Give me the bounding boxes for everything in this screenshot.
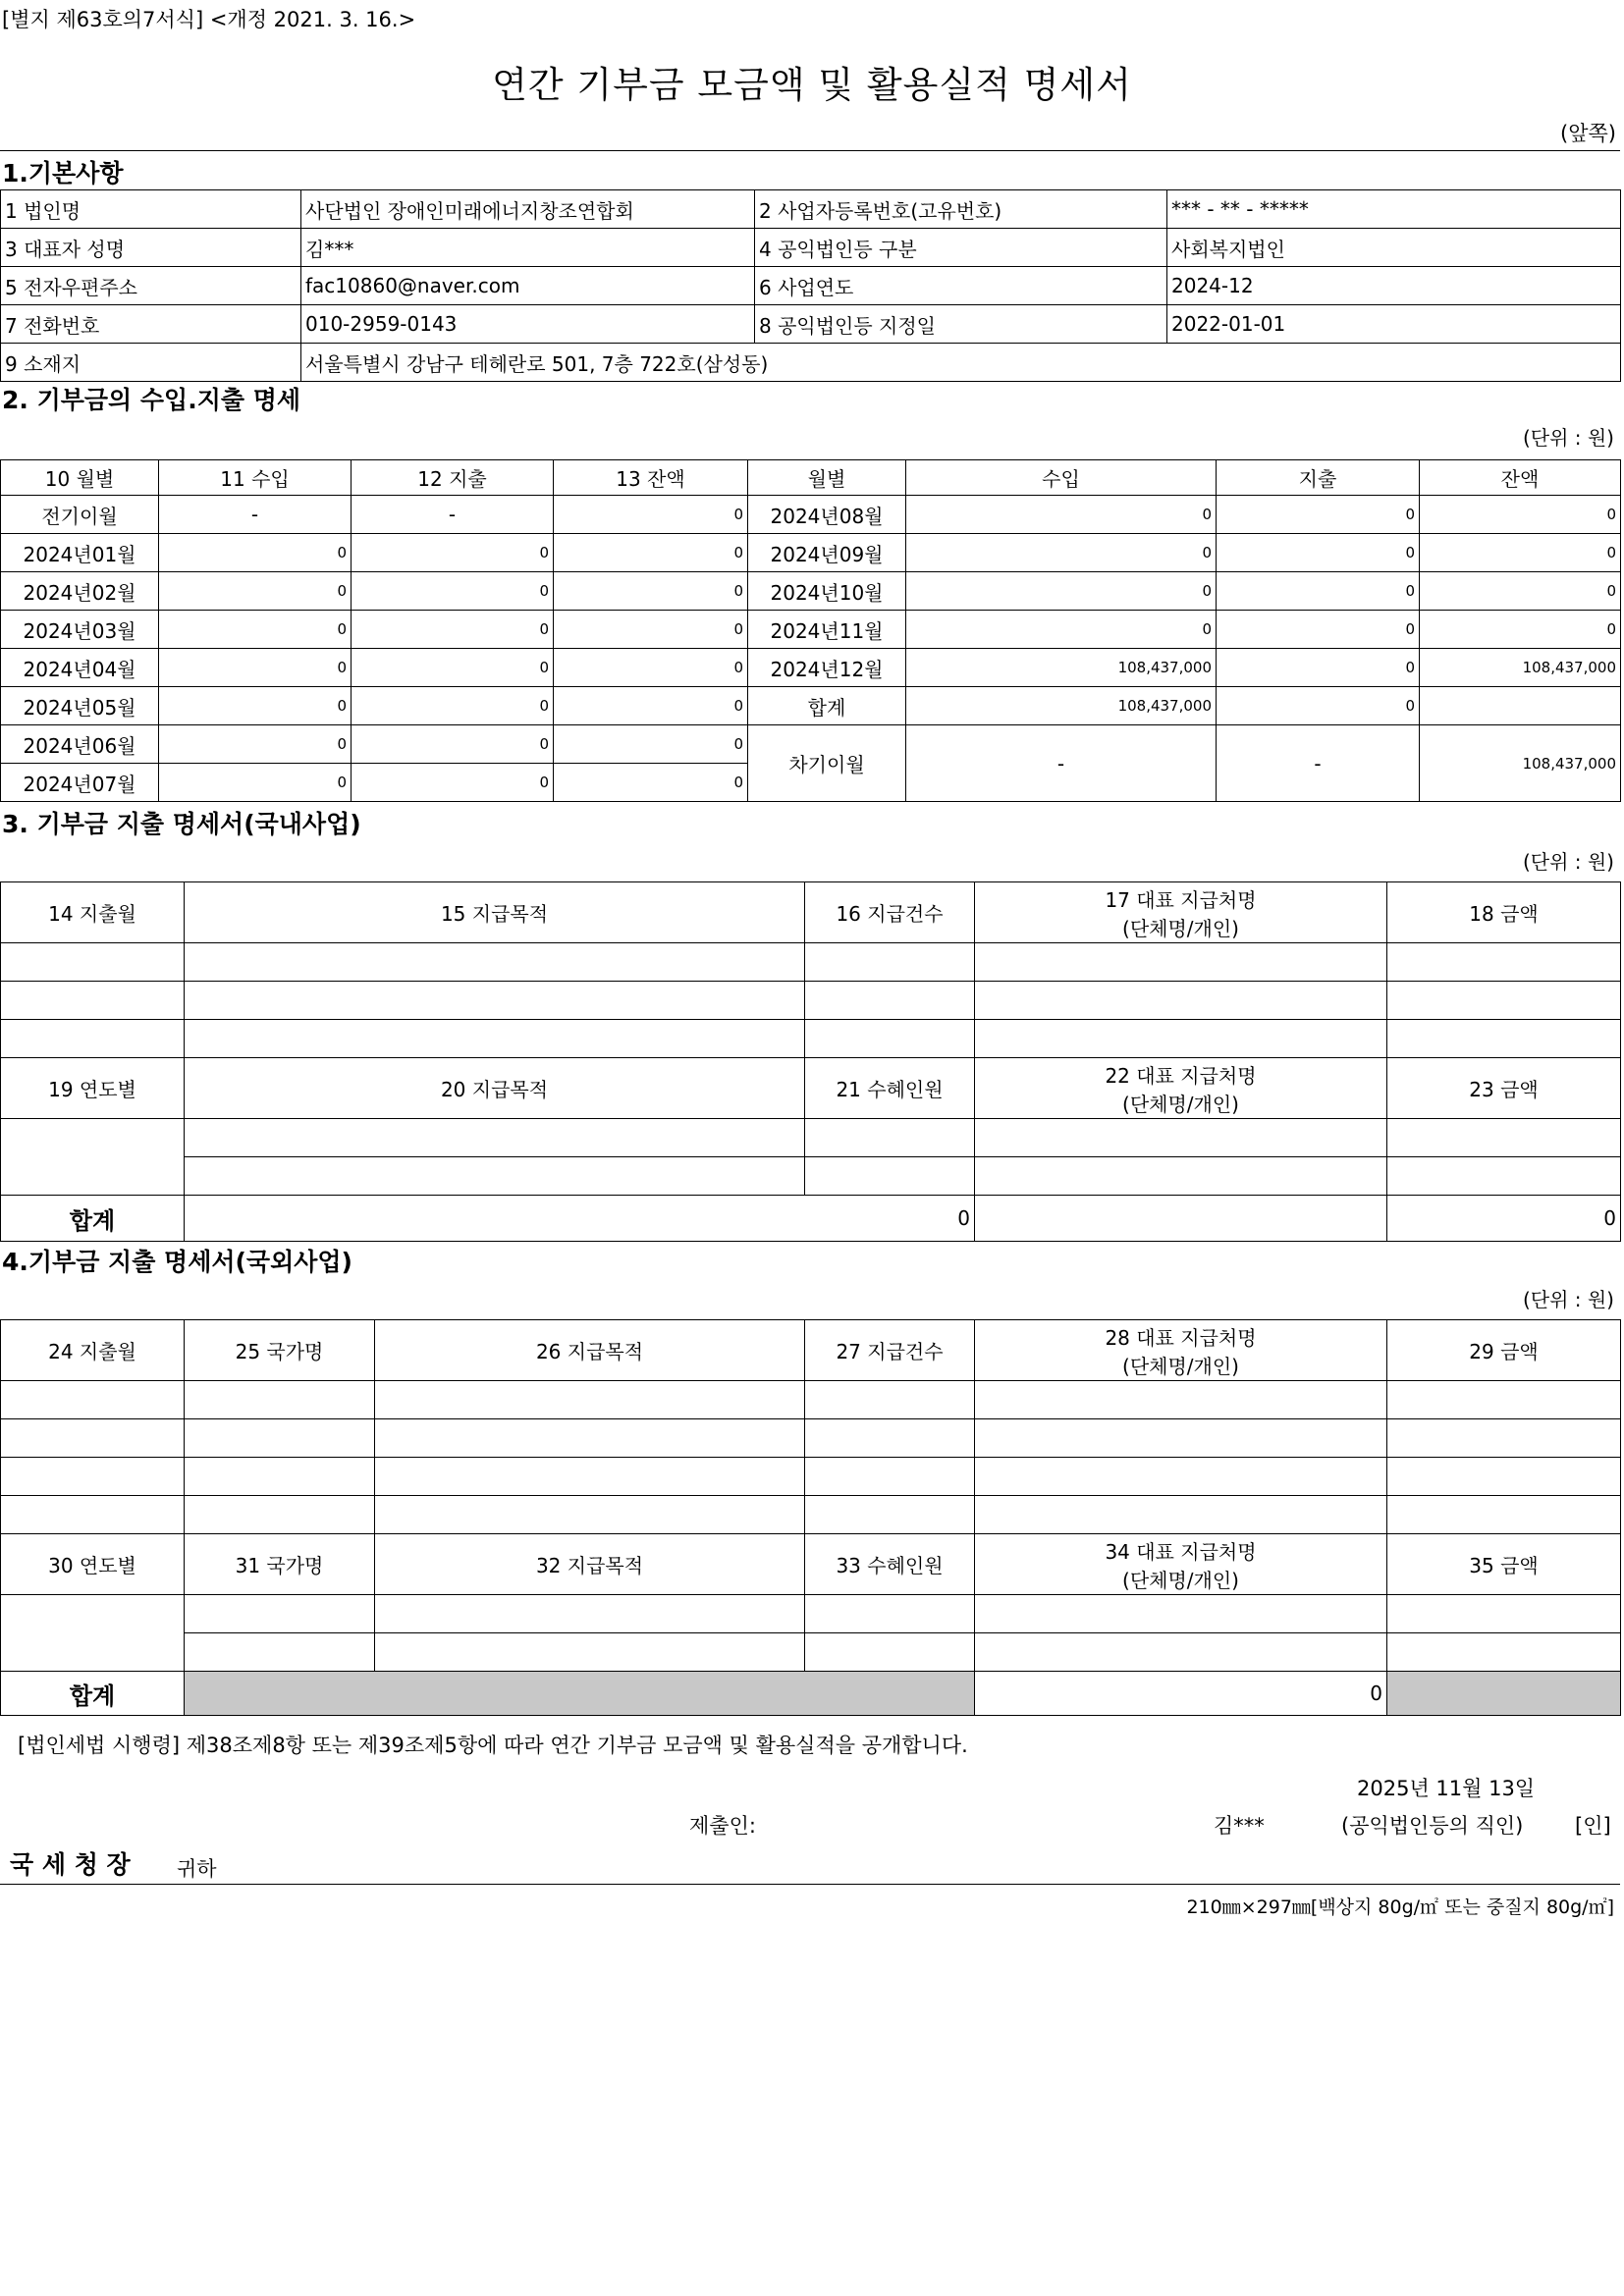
- shaded-cell: [185, 1672, 975, 1716]
- recipient: 국 세 청 장: [10, 1850, 131, 1879]
- amount-cell: 0: [352, 611, 554, 649]
- amount-cell: 0: [159, 687, 352, 725]
- unit-label: (단위 : 원): [1522, 850, 1614, 874]
- table-header-row: [1, 1320, 1621, 1381]
- amount-cell: 0: [1420, 572, 1621, 611]
- table-row: [1, 687, 1621, 725]
- month-cell: 2024년05월: [1, 687, 159, 725]
- field-value: 2022-01-01: [1167, 305, 1621, 344]
- amount-cell: 0: [554, 649, 748, 687]
- submitter-name: 김***: [1214, 1814, 1265, 1838]
- field-value: 2024-12: [1167, 267, 1621, 305]
- table-row: [1, 534, 1621, 572]
- section4-title: 4.기부금 지출 명세서(국외사업): [2, 1248, 352, 1276]
- field-label: 7 전화번호: [1, 305, 301, 344]
- unit-label: (단위 : 원): [1522, 426, 1614, 450]
- month-cell: 2024년10월: [748, 572, 906, 611]
- amount-cell: 0: [159, 611, 352, 649]
- paper-spec: 210㎜×297㎜[백상지 80g/㎡ 또는 중질지 80g/㎡]: [1186, 1896, 1614, 1918]
- title-divider: [0, 150, 1620, 151]
- table-row: [1, 943, 1621, 982]
- column-header: 14 지출월: [1, 882, 185, 943]
- legal-notice: [법인세법 시행령] 제38조제8항 또는 제39조제5항에 따라 연간 기부금 모금액 및 활용실적을 공개합니다.: [18, 1734, 968, 1757]
- table-row: [1, 649, 1621, 687]
- submitter-role: (공익법인등의 직인): [1341, 1814, 1524, 1838]
- amount-cell: 108,437,000: [906, 649, 1217, 687]
- column-header: 13 잔액: [554, 460, 748, 496]
- column-header: 34 대표 지급처명 (단체명/개인): [975, 1534, 1387, 1595]
- basic-info-table: [0, 189, 1621, 382]
- total-row: [1, 1196, 1621, 1242]
- honorific: 귀하: [177, 1857, 217, 1881]
- amount-cell: 0: [1420, 496, 1621, 534]
- total-count: 0: [975, 1672, 1387, 1716]
- field-value: *** - ** - *****: [1167, 190, 1621, 229]
- column-header: 10 월별: [1, 460, 159, 496]
- column-header: 12 지출: [352, 460, 554, 496]
- column-header: 수입: [906, 460, 1217, 496]
- column-header: 21 수혜인원: [805, 1058, 975, 1119]
- section2-title: 2. 기부금의 수입.지출 명세: [2, 386, 301, 414]
- table-header-row: [1, 1058, 1621, 1119]
- month-cell: 2024년08월: [748, 496, 906, 534]
- amount-cell: 0: [1217, 534, 1420, 572]
- column-header: 20 지급목적: [185, 1058, 805, 1119]
- field-label: 8 공익법인등 지정일: [755, 305, 1167, 344]
- page-title: 연간 기부금 모금액 및 활용실적 명세서: [492, 64, 1132, 106]
- table-row: [1, 1020, 1621, 1058]
- column-header: 22 대표 지급처명 (단체명/개인): [975, 1058, 1387, 1119]
- table-row: [1, 982, 1621, 1020]
- field-label: 5 전자우편주소: [1, 267, 301, 305]
- field-value: 010-2959-0143: [301, 305, 755, 344]
- column-header: 29 금액: [1387, 1320, 1621, 1381]
- shaded-cell: [1387, 1672, 1621, 1716]
- column-header: 17 대표 지급처명 (단체명/개인): [975, 882, 1387, 943]
- info-row: [1, 229, 1621, 267]
- amount-cell: 108,437,000: [1420, 725, 1621, 802]
- submitter-label: 제출인:: [689, 1814, 756, 1838]
- section1-title: 1.기본사항: [2, 159, 124, 187]
- amount-cell: 0: [554, 496, 748, 534]
- field-label: 1 법인명: [1, 190, 301, 229]
- column-header: 23 금액: [1387, 1058, 1621, 1119]
- field-label: 6 사업연도: [755, 267, 1167, 305]
- amount-cell: 0: [1217, 572, 1420, 611]
- seal-mark: [인]: [1575, 1814, 1611, 1838]
- table-row: [1, 572, 1621, 611]
- amount-cell: 108,437,000: [906, 687, 1217, 725]
- amount-cell: 0: [352, 649, 554, 687]
- table-row: [1, 725, 1621, 764]
- address-value: 서울특별시 강남구 테헤란로 501, 7층 722호(삼성동): [301, 344, 1621, 382]
- column-header: 27 지급건수: [805, 1320, 975, 1381]
- amount-cell: 0: [159, 764, 352, 802]
- amount-cell: 0: [159, 649, 352, 687]
- table-row: [1, 1381, 1621, 1419]
- table-row: [1, 1119, 1621, 1157]
- month-cell: 2024년09월: [748, 534, 906, 572]
- column-header: 26 지급목적: [375, 1320, 805, 1381]
- amount-cell: 0: [554, 764, 748, 802]
- amount-cell: 0: [352, 764, 554, 802]
- amount-cell: 0: [906, 496, 1217, 534]
- amount-cell: 0: [1217, 611, 1420, 649]
- table-header-row: [1, 1534, 1621, 1595]
- table-row: [1, 1496, 1621, 1534]
- amount-cell: 0: [1420, 534, 1621, 572]
- month-cell: 합계: [748, 687, 906, 725]
- amount-cell: 0: [159, 534, 352, 572]
- field-label: 9 소재지: [1, 344, 301, 382]
- column-header: 28 대표 지급처명 (단체명/개인): [975, 1320, 1387, 1381]
- month-cell: 2024년11월: [748, 611, 906, 649]
- month-cell: 차기이월: [748, 725, 906, 802]
- amount-cell: 0: [352, 534, 554, 572]
- table-row: [1, 1595, 1621, 1633]
- column-header: 32 지급목적: [375, 1534, 805, 1595]
- amount-cell: 0: [159, 572, 352, 611]
- column-header: 16 지급건수: [805, 882, 975, 943]
- amount-cell: 0: [906, 611, 1217, 649]
- amount-cell: 0: [1217, 649, 1420, 687]
- month-cell: 2024년01월: [1, 534, 159, 572]
- amount-cell: [1420, 687, 1621, 725]
- amount-cell: -: [159, 496, 352, 534]
- amount-cell: -: [906, 725, 1217, 802]
- unit-label: (단위 : 원): [1522, 1288, 1614, 1311]
- month-cell: 전기이월: [1, 496, 159, 534]
- amount-cell: 0: [554, 611, 748, 649]
- amount-cell: 0: [554, 725, 748, 764]
- column-header: 35 금액: [1387, 1534, 1621, 1595]
- field-label: 2 사업자등록번호(고유번호): [755, 190, 1167, 229]
- table-row: [1, 611, 1621, 649]
- table-row: [1, 496, 1621, 534]
- amount-cell: 0: [554, 534, 748, 572]
- table-row: [1, 1458, 1621, 1496]
- submit-date: 2025년 11월 13일: [1357, 1777, 1536, 1800]
- table-row: [1, 1419, 1621, 1458]
- column-header: 지출: [1217, 460, 1420, 496]
- month-cell: 2024년03월: [1, 611, 159, 649]
- month-cell: 2024년12월: [748, 649, 906, 687]
- column-header: 18 금액: [1387, 882, 1621, 943]
- amount-cell: 0: [159, 725, 352, 764]
- total-label: 합계: [1, 1672, 185, 1716]
- column-header: 25 국가명: [185, 1320, 375, 1381]
- table-row: [1, 1633, 1621, 1672]
- amount-cell: 0: [1217, 687, 1420, 725]
- total-count: 0: [185, 1196, 975, 1242]
- form-number-note: [별지 제63호의7서식] <개정 2021. 3. 16.>: [2, 8, 416, 31]
- info-row: [1, 344, 1621, 382]
- column-header: 19 연도별: [1, 1058, 185, 1119]
- field-value: 사단법인 장애인미래에너지창조연합회: [301, 190, 755, 229]
- month-cell: 2024년06월: [1, 725, 159, 764]
- amount-cell: -: [352, 496, 554, 534]
- column-header: 잔액: [1420, 460, 1621, 496]
- field-value: 김***: [301, 229, 755, 267]
- column-header: 15 지급목적: [185, 882, 805, 943]
- amount-cell: 0: [554, 687, 748, 725]
- section3-title: 3. 기부금 지출 명세서(국내사업): [2, 810, 361, 838]
- amount-cell: 0: [1420, 611, 1621, 649]
- overseas-expense-table: [0, 1319, 1621, 1716]
- domestic-expense-table: [0, 881, 1621, 1242]
- total-row: [1, 1672, 1621, 1716]
- amount-cell: 0: [1217, 496, 1420, 534]
- field-value: fac10860@naver.com: [301, 267, 755, 305]
- income-expense-table: [0, 459, 1621, 802]
- table-header-row: [1, 882, 1621, 943]
- month-cell: 2024년02월: [1, 572, 159, 611]
- month-cell: 2024년07월: [1, 764, 159, 802]
- table-row: [1, 1157, 1621, 1196]
- column-header: 24 지출월: [1, 1320, 185, 1381]
- amount-cell: 0: [352, 687, 554, 725]
- column-header: 월별: [748, 460, 906, 496]
- amount-cell: 0: [352, 572, 554, 611]
- column-header: 30 연도별: [1, 1534, 185, 1595]
- side-label: (앞쪽): [1560, 122, 1616, 145]
- field-label: 4 공익법인등 구분: [755, 229, 1167, 267]
- amount-cell: -: [1217, 725, 1420, 802]
- column-header: 11 수입: [159, 460, 352, 496]
- amount-cell: 0: [352, 725, 554, 764]
- month-cell: 2024년04월: [1, 649, 159, 687]
- field-label: 3 대표자 성명: [1, 229, 301, 267]
- field-value: 사회복지법인: [1167, 229, 1621, 267]
- amount-cell: 0: [554, 572, 748, 611]
- amount-cell: 0: [906, 572, 1217, 611]
- table-header-row: [1, 460, 1621, 496]
- total-amount: 0: [1387, 1196, 1621, 1242]
- column-header: 31 국가명: [185, 1534, 375, 1595]
- amount-cell: 0: [906, 534, 1217, 572]
- column-header: 33 수혜인원: [805, 1534, 975, 1595]
- footer-divider: [0, 1884, 1620, 1885]
- info-row: [1, 267, 1621, 305]
- total-label: 합계: [1, 1196, 185, 1242]
- amount-cell: 108,437,000: [1420, 649, 1621, 687]
- info-row: [1, 305, 1621, 344]
- info-row: [1, 190, 1621, 229]
